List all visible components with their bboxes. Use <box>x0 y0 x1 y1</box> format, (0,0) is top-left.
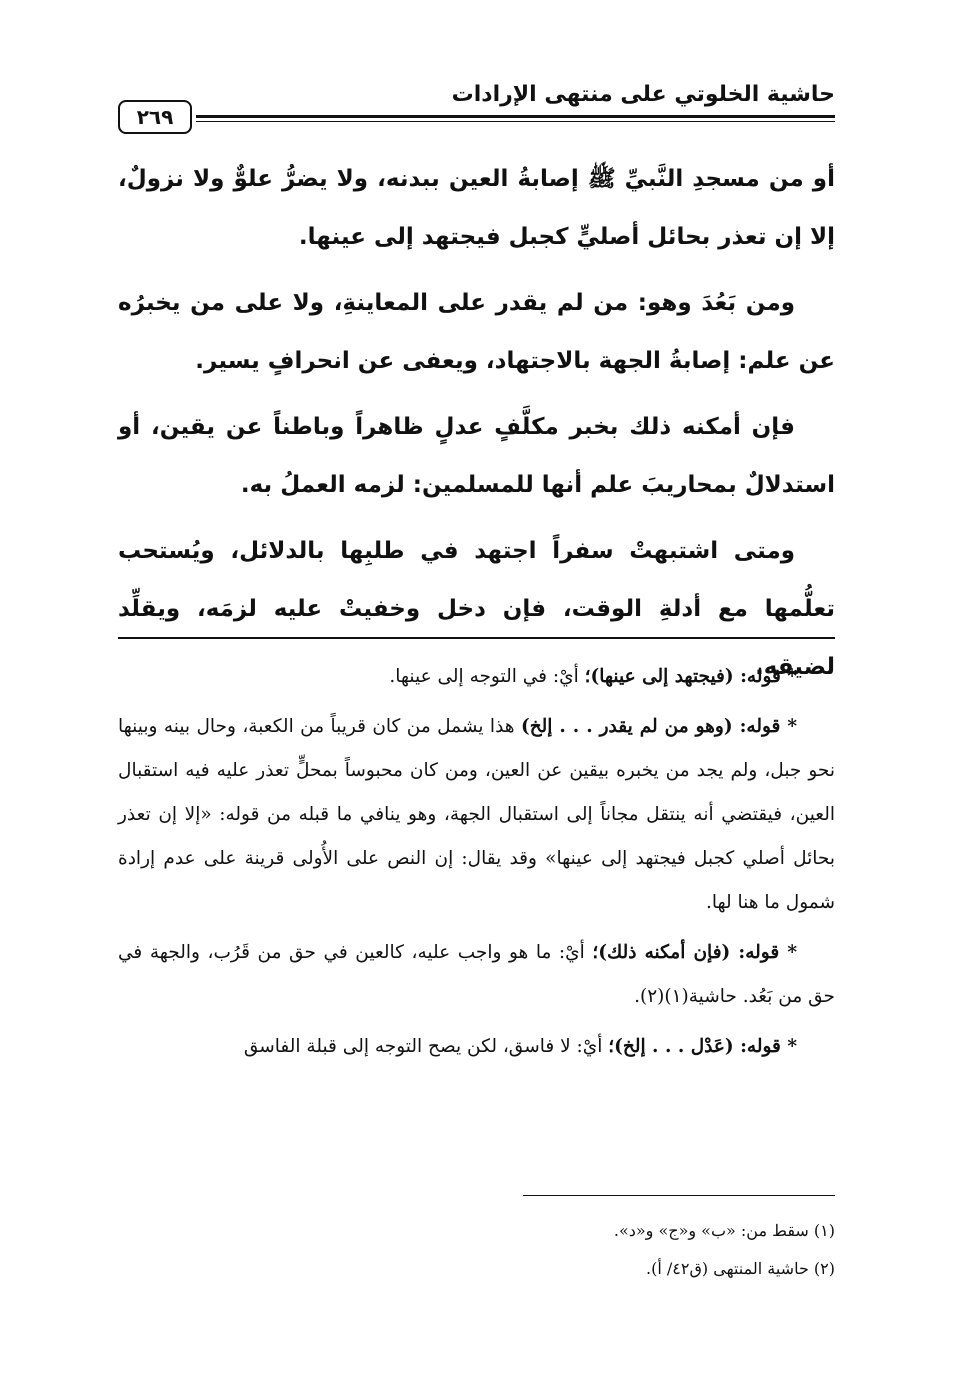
commentary-paragraph <box>118 931 835 1019</box>
main-paragraph: فإن أمكنه ذلك بخبر مكلَّفٍ عدلٍ ظاهراً وباطناً عن يقين، أو استدلالٌ بمحاريبَ علم أنها للمسلمين: لزمه العملُ به. <box>118 414 835 498</box>
commentary-paragraph <box>118 655 835 699</box>
main-text <box>118 150 835 704</box>
commentary-body: أيْ: في التوجه إلى عينها. <box>389 666 585 687</box>
footnote: (٢) حاشية المنتهى (ق٤٢/ أ). <box>646 1259 835 1278</box>
commentary-body: هذا يشمل من كان قريباً من الكعبة، وحال بينه وبينها نحو جبل، ولم يجد من يخبره بيقين عن العين، ومن كان محبوساً بمحلٍّ تعذر عليه فيه استقبال العين، فيقتضي أنه ينتقل مجاناً إلى استقبال الجهة، وهو ينافي ما قبله من قوله: «إلا إن تعذر بحائل أصلي كجبل فيجتهد إلى عينها» وقد يقال: إن النص على الأُولى قرينة على عدم إرادة شمول ما هنا لها. <box>118 716 835 913</box>
running-title: حاشية الخلوتي على منتهى الإرادات <box>451 82 835 107</box>
commentary-paragraph <box>118 705 835 925</box>
commentary-lead: * قوله: (وهو من لم يقدر . . . إلخ) <box>520 716 798 737</box>
text-commentary-separator <box>118 637 835 639</box>
page-number: ٢٦٩ <box>118 100 192 134</box>
commentary-body: أيْ: لا فاسق، لكن يصح التوجه إلى قبلة الفاسق <box>243 1036 609 1057</box>
header-rule <box>196 115 835 122</box>
footnote-rule <box>523 1195 835 1196</box>
main-paragraph: ومن بَعُدَ وهو: من لم يقدر على المعاينةِ، ولا على من يخبرُه عن علم: إصابةُ الجهة بالاجتهاد، ويعفى عن انحرافٍ يسير. <box>118 290 835 374</box>
commentary-lead: * قوله: (فيجتهد إلى عينها)؛ <box>584 666 797 687</box>
commentary-lead: * قوله: (عَدْل . . . إلخ)؛ <box>608 1036 797 1057</box>
commentary-paragraph <box>118 1025 835 1069</box>
commentary <box>118 655 835 1075</box>
commentary-body: أيْ: ما هو واجب عليه، كالعين في حق من قَرُب، والجهة في حق من بَعُد. حاشية(١)(٢). <box>118 942 835 1007</box>
footnote: (١) سقط من: «ب» و«ج» و«د». <box>613 1221 835 1240</box>
footnotes <box>118 1212 835 1288</box>
main-paragraph: أو من مسجدِ النَّبيِّ ﷺ إصابةُ العين ببدنه، ولا يضرُّ علوٌّ ولا نزولٌ، إلا إن تعذر بحائل أصليٍّ كجبل فيجتهد إلى عينها. <box>118 166 835 250</box>
commentary-lead: * قوله: (فإن أمكنه ذلك)؛ <box>592 942 797 963</box>
main-paragraph: ومتى اشتبهتْ سفراً اجتهد في طلبِها بالدلائل، ويُستحب تعلُّمها مع أدلةِ الوقت، فإن دخل وخفيتْ عليه لزمَه، ويقلِّد لضيقه. <box>118 538 835 680</box>
